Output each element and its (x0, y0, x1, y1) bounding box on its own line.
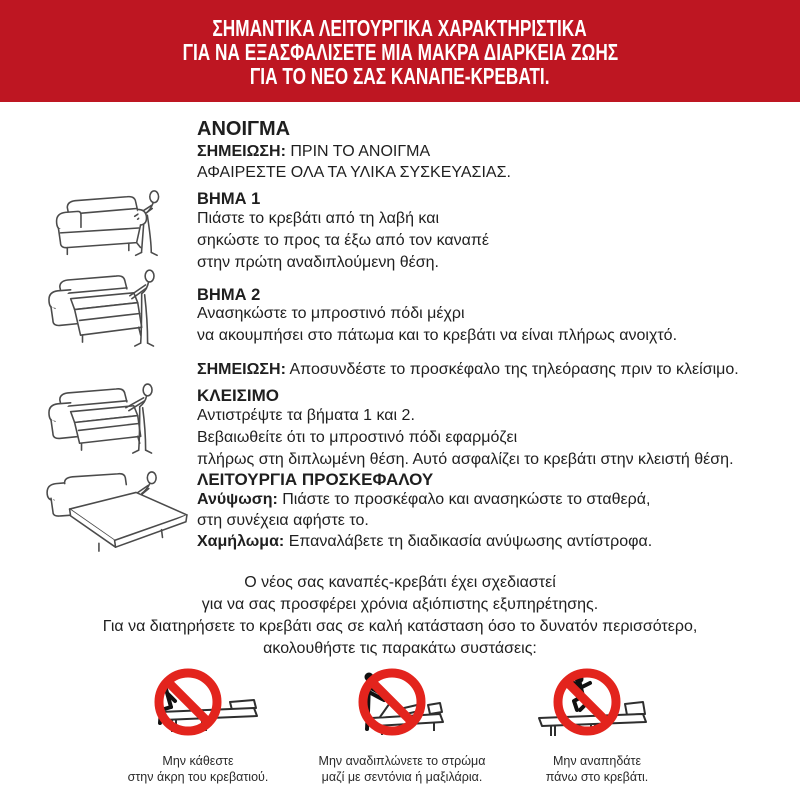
header-line-2: ΓΙΑ ΝΑ ΕΞΑΣΦΑΛΙΣΕΤΕ ΜΙΑ ΜΑΚΡΑ ΔΙΑΡΚΕΙΑ ΖΩΗΣ (182, 39, 618, 65)
no-sitting-on-edge-icon (130, 662, 266, 747)
step1-text: Πιάστε το κρεβάτι από τη λαβή και σηκώστε το προς τα έξω από τον καναπέ στην πρώτη αναδιπλούμενη θέση. (197, 210, 490, 271)
warnings-row (0, 662, 800, 800)
header-line-1: ΣΗΜΑΝΤΙΚΑ ΛΕΙΤΟΥΡΓΙΚΑ ΧΑΡΑΚΤΗΡΙΣΤΙΚΑ (212, 15, 588, 41)
care-intro-paragraph: Ο νέος σας καναπές-κρεβάτι έχει σχεδιαστεί για να σας προσφέρει χρόνια αξιόπιστης εξυπηρέτησης. Για να διατηρήσετε το κρεβάτι σας σε καλή κατάσταση όσο το δυνατόν περισσότερο, ακολουθήστε τις παρακάτω συστάσεις: (102, 574, 698, 657)
header-banner (0, 0, 800, 102)
closing-sofa-illustration (47, 383, 190, 465)
closing-title: ΚΛΕΙΣΙΜΟ (197, 386, 279, 405)
closing-text: Αντιστρέψτε τα βήματα 1 και 2. Βεβαιωθείτε ότι το μπροστινό πόδι εφαρμόζει πλήρως στη διπλωμένη θέση. Αυτό ασφαλίζει το κρεβάτι στην κλειστή θέση. (197, 407, 734, 468)
warning-no-sitting (96, 662, 300, 785)
header-line-3: ΓΙΑ ΤΟ ΝΕΟ ΣΑΣ ΚΑΝΑΠΕ-ΚΡΕΒΑΤΙ. (250, 63, 550, 89)
warning-no-jumping (495, 662, 699, 785)
no-jumping-icon (529, 662, 665, 747)
step2-title: ΒΗΜΑ 2 (197, 286, 261, 304)
step2-sofa-illustration (47, 268, 190, 360)
headrest-title: ΛΕΙΤΟΥΡΓΙΑ ΠΡΟΣΚΕΦΑΛΟΥ (197, 470, 434, 489)
headrest-open-bed-illustration (42, 468, 194, 556)
opening-note (197, 141, 511, 183)
step2-text: Ανασηκώστε το μπροστινό πόδι μέχρι να ακουμπήσει στο πάτωμα και το κρεβάτι να είναι πλήρως ανοιχτό. (197, 305, 678, 344)
warning-caption: Μην αναδιπλώνετε το στρώμα μαζί με σεντόνια ή μαξιλάρια. (318, 754, 486, 784)
opening-title: ΑΝΟΙΓΜΑ (197, 118, 291, 140)
warning-caption: Μην κάθεστε στην άκρη του κρεβατιού. (127, 754, 269, 784)
headrest-text: Ανύψωση: Πιάστε το προσκέφαλο και ανασηκώστε το σταθερά, στη συνέχεια αφήστε το. Χαμήλωμα: Επαναλάβετε τη διαδικασία ανύψωσης αντίστροφα. (197, 491, 653, 550)
opening-note-line-1: ΣΗΜΕΙΩΣΗ: ΠΡΙΝ ΤΟ ΑΝΟΙΓΜΑ (197, 143, 431, 160)
opening-note-line-2: ΑΦΑΙΡΕΣΤΕ ΟΛΑ ΤΑ ΥΛΙΚΑ ΣΥΣΚΕΥΑΣΙΑΣ. (197, 164, 511, 181)
warning-no-folding-bedding (290, 662, 514, 785)
tv-note: ΣΗΜΕΙΩΣΗ: Αποσυνδέστε το προσκέφαλο της τηλεόρασης πριν το κλείσιμο. (197, 361, 739, 378)
no-folding-with-bedding-icon (334, 662, 470, 747)
step1-title: ΒΗΜΑ 1 (197, 190, 261, 208)
step1-sofa-illustration (52, 187, 190, 269)
warning-caption: Μην αναπηδάτε πάνω στο κρεβάτι. (545, 754, 649, 784)
